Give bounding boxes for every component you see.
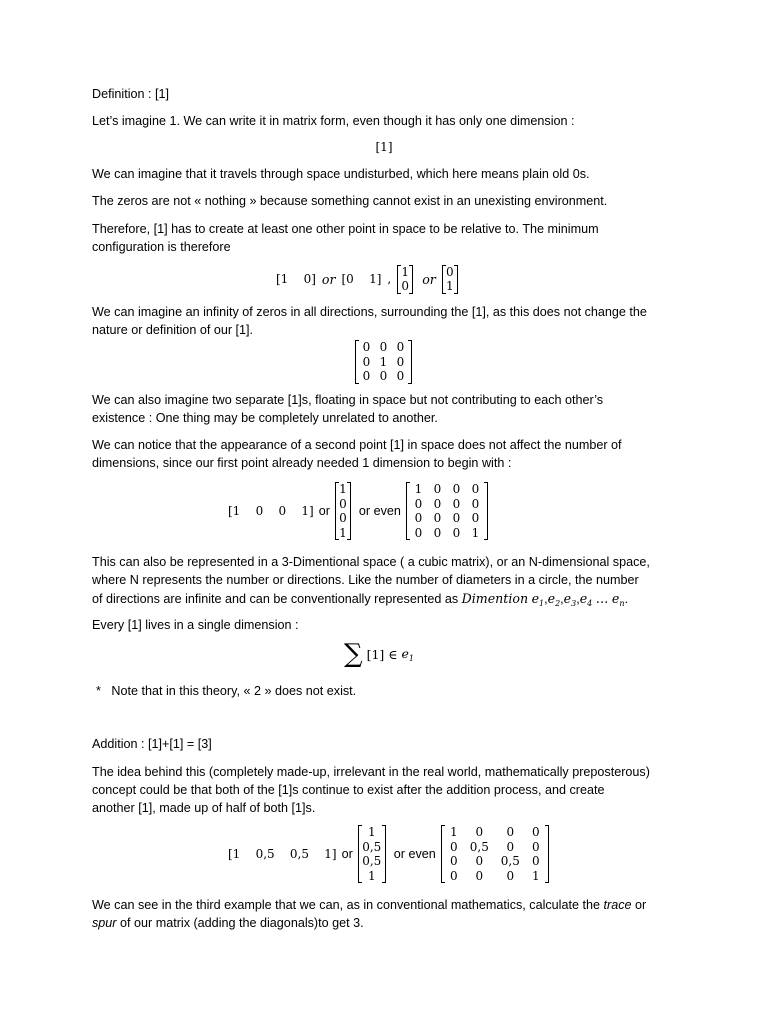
text-or: or xyxy=(341,847,353,861)
e: e xyxy=(611,591,620,606)
ellipsis: … xyxy=(595,591,609,606)
subscript: 1 xyxy=(539,599,545,608)
matrix-cell: 0 xyxy=(475,825,484,839)
paragraph: Let’s imagine 1. We can write it in matrix form, even though it has only one dimension : xyxy=(92,114,575,128)
math-basis-en xyxy=(612,591,625,606)
sum-symbol: ∑ xyxy=(344,639,363,669)
column-vector xyxy=(397,265,413,294)
matrix-cell: 0 xyxy=(433,482,442,496)
math-dimention: Dimention xyxy=(461,591,529,606)
matrix-cell: 1 xyxy=(446,279,454,293)
row-vector: [1 0 0 1] xyxy=(228,504,314,518)
subscript: n xyxy=(619,599,625,608)
paragraph-line xyxy=(92,897,682,915)
e: e xyxy=(401,645,409,661)
text: of our matrix (adding the diagonals)to get 3. xyxy=(120,916,364,930)
matrix-cell: 0 xyxy=(506,839,515,854)
matrix-cell: 0 xyxy=(452,511,461,525)
matrix-cell: 0 xyxy=(414,496,423,511)
math-basis-e3 xyxy=(564,591,577,606)
matrix-cell: 0,5 xyxy=(500,854,520,868)
equation-1: [1] xyxy=(375,140,393,154)
note: * Note that in this theory, « 2 » does not exist. xyxy=(96,684,357,698)
matrix-cell: 0 xyxy=(452,482,461,496)
paragraph-line: existence : One thing may be completely unrelated to another. xyxy=(92,411,438,425)
matrix-cell: 0 xyxy=(531,825,540,839)
paragraph-line: We can imagine an infinity of zeros in all directions, surrounding the [1], as this does not change the xyxy=(92,305,647,319)
equation-2 xyxy=(276,264,458,294)
text: We can see in the third example that we can, as in conventional mathematics, calculate the xyxy=(92,898,600,912)
row-vector: [1 0,5 0,5 1] xyxy=(228,847,337,861)
subscript: 1 xyxy=(408,653,414,663)
paragraph-line: of directions are infinite and can be conventionally represented as Dimention $e_1,e_2,e_3,e_4$ … $e_n$. xyxy=(92,591,628,608)
row-vector: [1 0] xyxy=(276,272,316,286)
paragraph: The zeros are not « nothing » because something cannot exist in an unexisting environment. xyxy=(92,194,608,208)
text: or xyxy=(635,898,647,912)
subscript: 2 xyxy=(555,599,561,608)
matrix-cell: 0 xyxy=(339,511,347,525)
math-basis-e2 xyxy=(548,591,561,606)
matrix-cell: 0 xyxy=(414,511,423,525)
matrix-cell: 0 xyxy=(449,854,458,868)
emphasis-trace: trace xyxy=(603,898,632,912)
emphasis-spur: spur xyxy=(92,916,117,930)
text-or-even: or even xyxy=(393,847,436,861)
matrix-4x4 xyxy=(441,825,549,883)
e: e xyxy=(579,591,588,606)
matrix-cell: 0 xyxy=(362,354,371,369)
matrix-cell: 0,5 xyxy=(469,839,489,854)
matrix-cell: 1 xyxy=(339,525,347,540)
paragraph-line: concept could be that both of the [1]s continue to exist after the addition process, and create xyxy=(92,783,605,797)
matrix-cell: 0 xyxy=(471,496,480,511)
math-or: or xyxy=(422,271,436,287)
matrix-cell: 0 xyxy=(531,839,540,854)
matrix-cell: 0 xyxy=(362,340,371,354)
matrix-cell: 0 xyxy=(471,482,480,496)
matrix-cell: 0 xyxy=(433,525,442,540)
comma: , xyxy=(387,272,392,286)
sum-equation xyxy=(344,641,414,667)
section-heading-definition: Definition : [1] xyxy=(92,87,170,101)
matrix-body xyxy=(355,340,412,384)
matrix-cell: 1 xyxy=(379,354,388,369)
row-vector: [0 1] xyxy=(341,272,382,286)
column-vector xyxy=(335,482,351,540)
e: e xyxy=(547,591,556,606)
e: e xyxy=(563,591,572,606)
text-or: or xyxy=(318,504,330,518)
matrix-cell: 0 xyxy=(475,854,484,868)
matrix-cell: 1 xyxy=(401,264,410,279)
math-or: or xyxy=(321,271,336,287)
paragraph-line: Therefore, [1] has to create at least one other point in space to be relative to. The minimum xyxy=(92,222,599,236)
column-vector xyxy=(442,265,458,294)
paragraph-line xyxy=(92,915,682,933)
paragraph-line: This can also be represented in a 3-Dimentional space ( a cubic matrix), or an N-dimensional space, xyxy=(92,555,650,569)
paragraph-line: another [1], made up of half of both [1]s. xyxy=(92,801,316,815)
matrix-cell: 0 xyxy=(396,369,405,383)
matrix-cell: 0 xyxy=(506,868,515,883)
paragraph-line: nature or definition of our [1]. xyxy=(92,323,254,337)
e: e xyxy=(531,591,540,606)
matrix-cell: 1 xyxy=(367,825,376,839)
matrix-cell: 1 xyxy=(339,482,347,496)
matrix-cell: 0 xyxy=(339,496,347,511)
matrix-3x3 xyxy=(355,340,412,384)
matrix-cell: 0 xyxy=(379,340,388,354)
matrix-cell: 0 xyxy=(401,279,410,293)
matrix-cell: 0 xyxy=(506,825,515,839)
matrix-cell: 0 xyxy=(433,511,442,525)
math-basis-e1 xyxy=(532,591,545,606)
matrix-cell: 0,5 xyxy=(362,854,382,868)
matrix-cell: 0 xyxy=(379,369,388,383)
matrix-cell: 0 xyxy=(449,839,458,854)
matrix-cell: 0 xyxy=(396,340,405,354)
matrix-cell: 1 xyxy=(414,482,423,496)
paragraph-line: configuration is therefore xyxy=(92,240,231,254)
paragraph-line: We can notice that the appearance of a second point [1] in space does not affect the number of xyxy=(92,438,622,452)
matrix-cell: 0,5 xyxy=(362,839,382,854)
paragraph: We can imagine that it travels through space undisturbed, which here means plain old 0s. xyxy=(92,167,590,181)
text: of directions are infinite and can be conventionally represented as xyxy=(92,592,459,606)
equation-5 xyxy=(228,825,549,883)
matrix-cell: 0 xyxy=(531,854,540,868)
equation-4 xyxy=(228,482,488,540)
sum-expression: [1] ∈ xyxy=(366,646,398,662)
subscript: 3 xyxy=(571,599,577,608)
matrix-cell: 0 xyxy=(452,496,461,511)
matrix-4x4 xyxy=(406,482,488,540)
paragraph-line: dimensions, since our first point already needed 1 dimension to begin with : xyxy=(92,456,512,470)
math-basis-e1 xyxy=(402,646,415,663)
math-basis-e4 xyxy=(580,591,593,606)
matrix-cell: 0 xyxy=(449,868,458,883)
matrix-cell: 0 xyxy=(362,369,371,383)
text-or-even: or even xyxy=(358,504,401,518)
subscript: 4 xyxy=(587,599,593,608)
matrix-cell: 0 xyxy=(452,525,461,540)
matrix-cell: 0 xyxy=(475,868,484,883)
matrix-cell: 0 xyxy=(414,525,423,540)
matrix-cell: 0 xyxy=(396,354,405,369)
matrix-cell: 0 xyxy=(446,264,454,279)
paragraph-line: where N represents the number or directions. Like the number of diameters in a circle, the number xyxy=(92,573,639,587)
paragraph-line: We can also imagine two separate [1]s, floating in space but not contributing to each other’s xyxy=(92,393,604,407)
paragraph-line: The idea behind this (completely made-up, irrelevant in the real world, mathematically preposterous) xyxy=(92,765,650,779)
matrix-cell: 1 xyxy=(367,868,376,883)
matrix-cell: 1 xyxy=(531,868,540,883)
paragraph: Every [1] lives in a single dimension : xyxy=(92,618,299,632)
column-vector xyxy=(358,825,386,883)
section-heading-addition: Addition : [1]+[1] = [3] xyxy=(92,737,212,751)
matrix-cell: 1 xyxy=(471,525,480,540)
matrix-cell: 0 xyxy=(433,496,442,511)
matrix-cell: 0 xyxy=(471,511,480,525)
matrix-cell: 1 xyxy=(449,825,458,839)
